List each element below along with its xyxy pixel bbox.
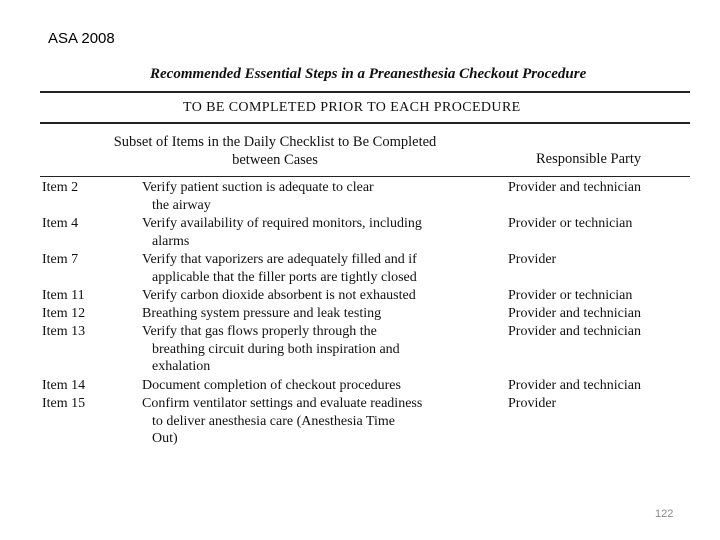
top-rule bbox=[40, 91, 690, 93]
step-line: to deliver anesthesia care (Anesthesia Time bbox=[152, 413, 395, 429]
table-subtitle: TO BE COMPLETED PRIOR TO EACH PROCEDURE bbox=[183, 100, 521, 115]
column-header-steps-line: between Cases bbox=[232, 152, 318, 168]
responsible-party: Provider and technician bbox=[508, 378, 641, 393]
responsible-party: Provider or technician bbox=[508, 288, 633, 303]
column-header-steps-line: Subset of Items in the Daily Checklist to Be Completed bbox=[113, 134, 437, 150]
step-text bbox=[142, 179, 492, 214]
step-line: Confirm ventilator settings and evaluate readiness bbox=[142, 396, 423, 411]
step-text bbox=[142, 215, 492, 250]
step-text bbox=[142, 377, 492, 395]
item-number: Item 15 bbox=[42, 396, 86, 411]
header-rule bbox=[40, 176, 690, 177]
item-number: Item 14 bbox=[42, 378, 86, 393]
responsible-party: Provider bbox=[508, 396, 557, 411]
responsible-party: Provider bbox=[508, 252, 557, 267]
item-number: Item 13 bbox=[42, 324, 86, 339]
item-number: Item 4 bbox=[42, 216, 79, 231]
step-line: Verify that gas flows properly through the bbox=[142, 324, 377, 339]
step-line: Document completion of checkout procedures bbox=[142, 378, 401, 393]
step-line: applicable that the filler ports are tightly closed bbox=[152, 269, 417, 285]
step-line: Verify patient suction is adequate to clear bbox=[142, 180, 374, 195]
step-line: breathing circuit during both inspiration and bbox=[152, 341, 400, 357]
step-line: Verify availability of required monitors, including bbox=[142, 216, 422, 231]
table-title: Recommended Essential Steps in a Preanesthesia Checkout Procedure bbox=[150, 66, 587, 82]
step-text bbox=[142, 251, 492, 286]
column-header-steps bbox=[65, 133, 485, 169]
step-line: alarms bbox=[152, 233, 190, 249]
step-line: Verify that vaporizers are adequately filled and if bbox=[142, 252, 417, 267]
step-line: exhalation bbox=[152, 359, 211, 374]
step-text bbox=[142, 395, 492, 448]
step-text bbox=[142, 287, 492, 305]
responsible-party: Provider and technician bbox=[508, 324, 641, 339]
step-line: the airway bbox=[152, 197, 211, 213]
slide-label: ASA 2008 bbox=[48, 30, 115, 47]
page-number: 122 bbox=[655, 508, 674, 520]
step-line: Out) bbox=[152, 431, 178, 446]
subtitle-rule bbox=[40, 122, 690, 124]
step-text bbox=[142, 323, 492, 376]
item-number: Item 7 bbox=[42, 252, 79, 267]
responsible-party: Provider and technician bbox=[508, 180, 641, 195]
column-header-party: Responsible Party bbox=[536, 151, 642, 167]
responsible-party: Provider or technician bbox=[508, 216, 633, 231]
responsible-party: Provider and technician bbox=[508, 306, 641, 321]
item-number: Item 11 bbox=[42, 288, 85, 303]
item-number: Item 12 bbox=[42, 306, 86, 321]
step-text bbox=[142, 305, 492, 323]
step-line: Breathing system pressure and leak testing bbox=[142, 306, 382, 321]
item-number: Item 2 bbox=[42, 180, 79, 195]
step-line: Verify carbon dioxide absorbent is not exhausted bbox=[142, 288, 416, 303]
